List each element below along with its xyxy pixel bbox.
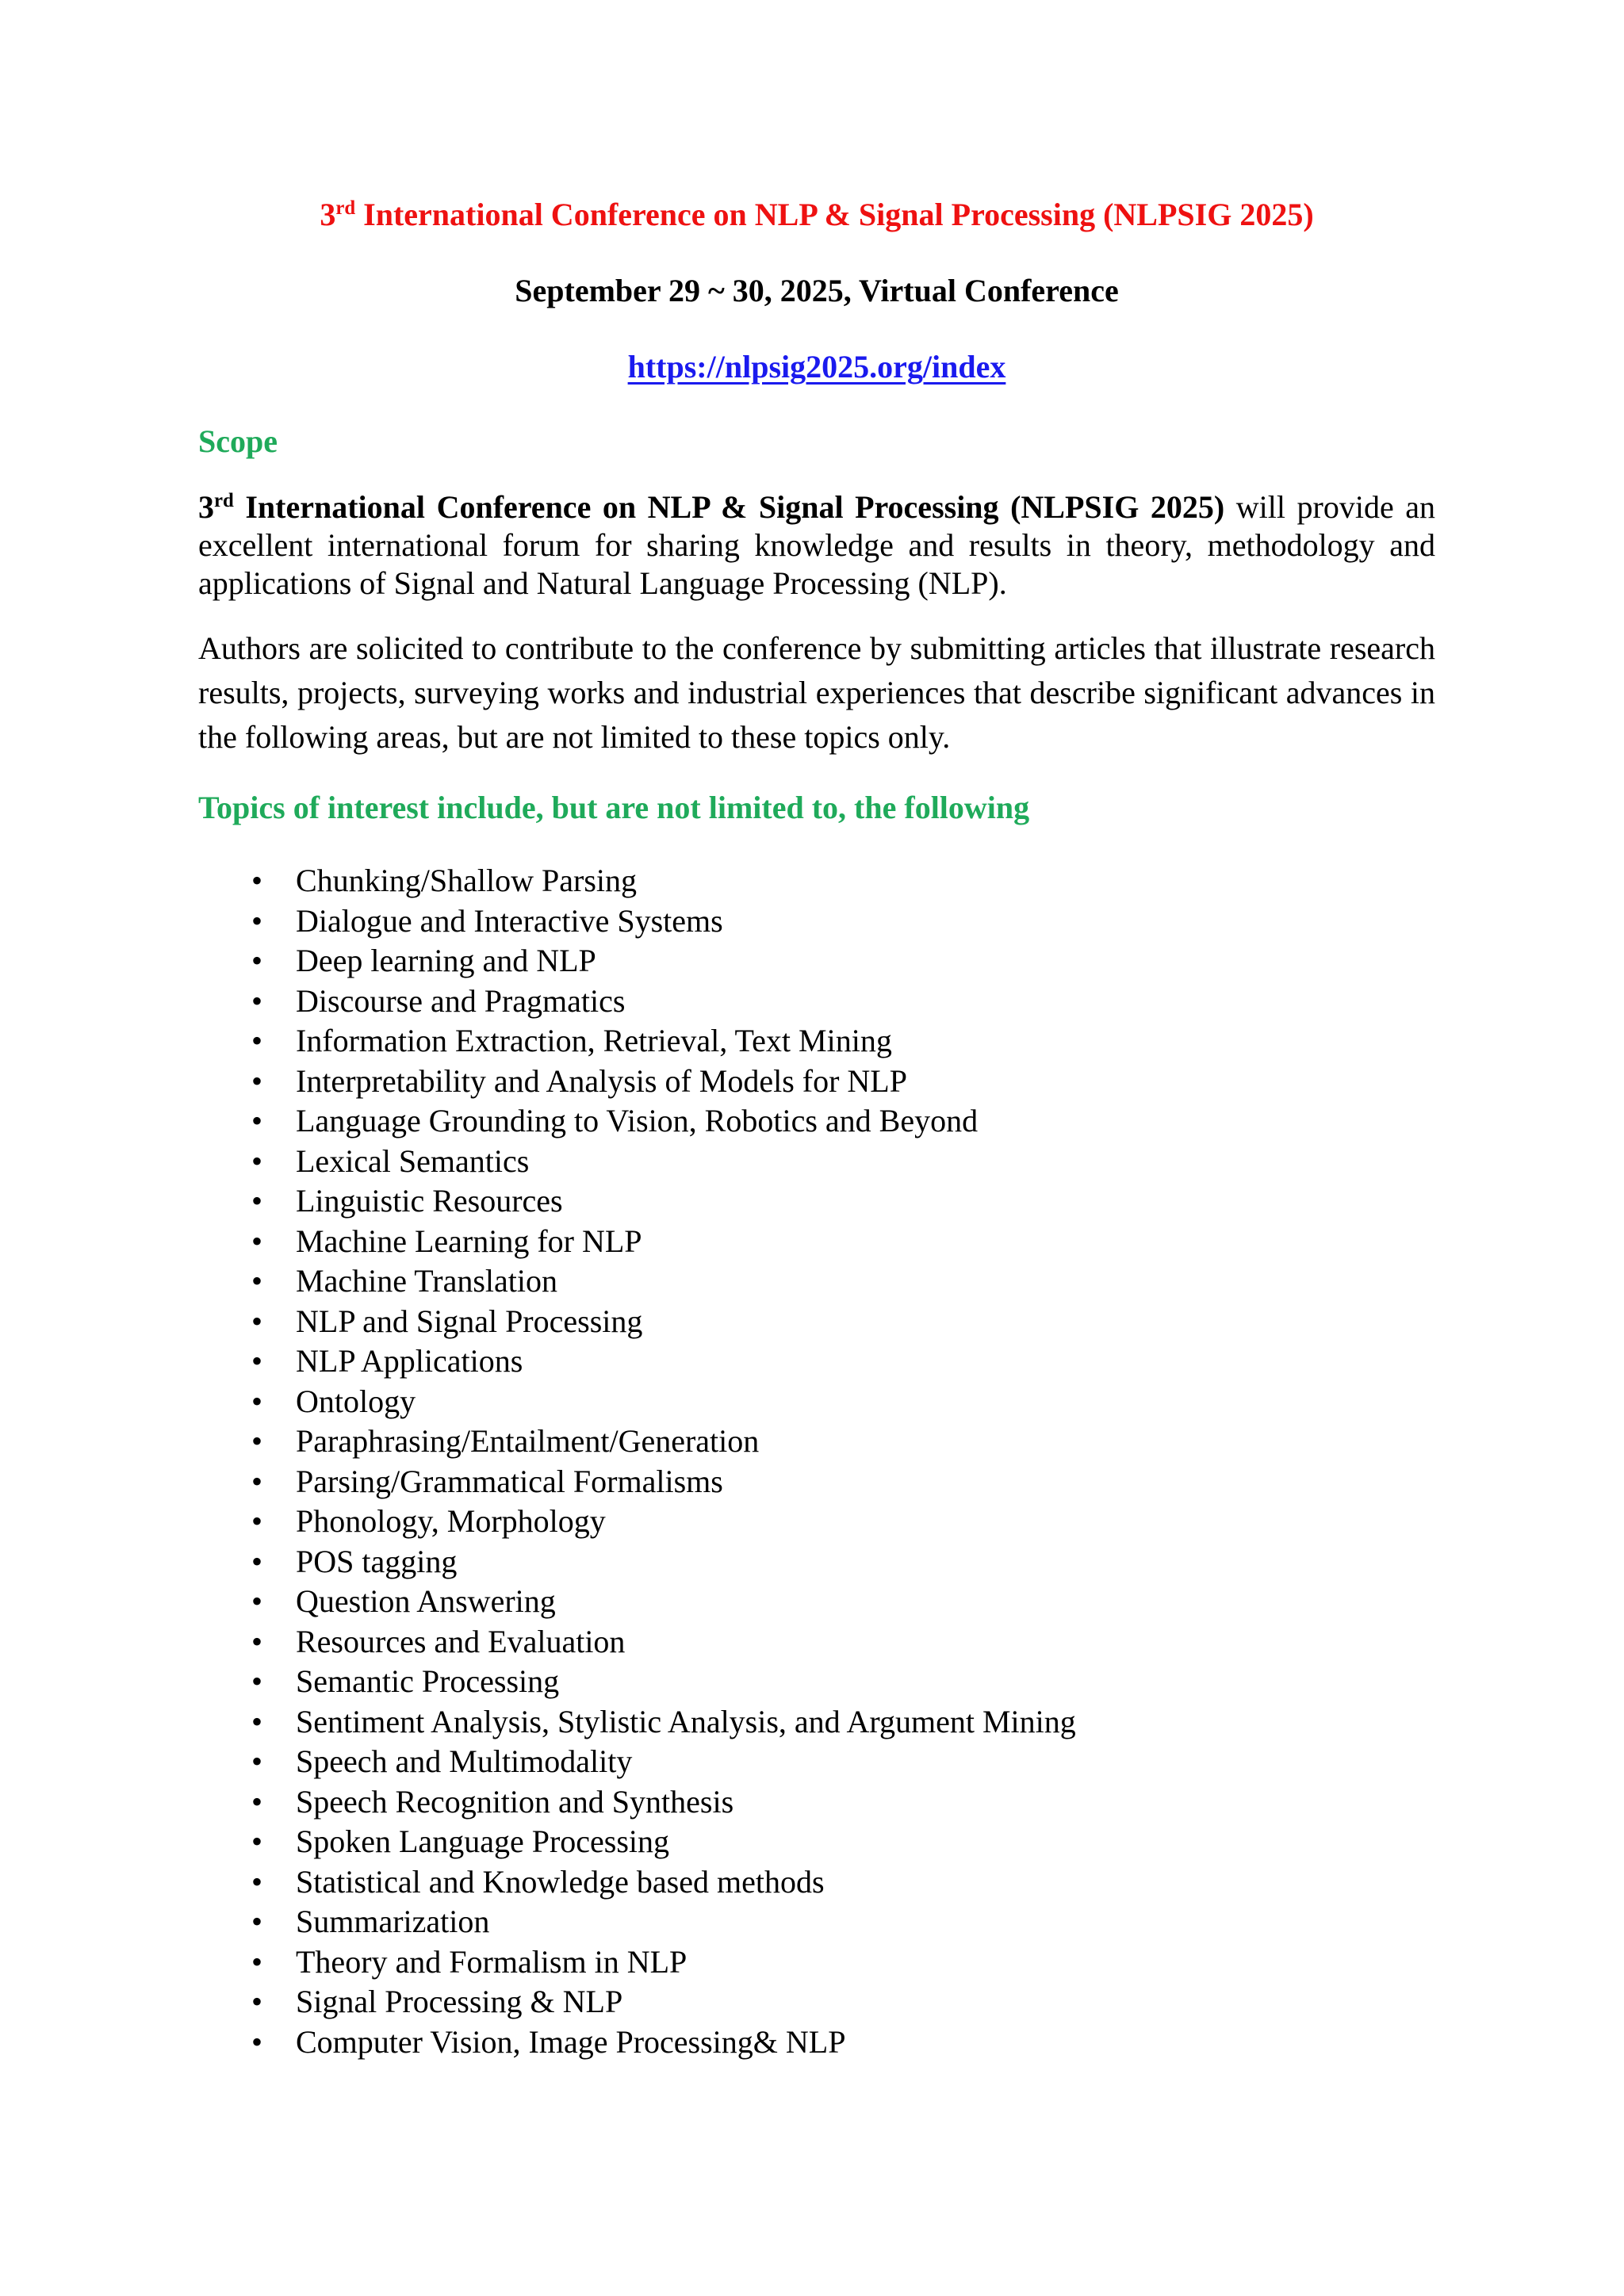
bullet-icon: • bbox=[251, 1343, 263, 1379]
bullet-icon: • bbox=[251, 902, 263, 939]
topic-label: Dialogue and Interactive Systems bbox=[296, 902, 723, 939]
topic-label: Summarization bbox=[296, 1904, 490, 1939]
topic-label: POS tagging bbox=[296, 1543, 458, 1579]
topic-item bbox=[198, 1502, 1435, 1542]
topic-item bbox=[198, 1341, 1435, 1382]
topic-label: Speech and Multimodality bbox=[296, 1743, 633, 1779]
topic-item bbox=[198, 1422, 1435, 1462]
conference-url-line bbox=[198, 339, 1435, 395]
bullet-icon: • bbox=[251, 1863, 263, 1900]
topic-item bbox=[198, 901, 1435, 942]
bullet-icon: • bbox=[251, 1383, 263, 1419]
topic-label: Semantic Processing bbox=[296, 1663, 560, 1699]
title-text: International Conference on NLP & Signal Processing (NLPSIG 2025) bbox=[355, 197, 1314, 232]
topic-label: Parsing/Grammatical Formalisms bbox=[296, 1463, 723, 1499]
topic-label: Deep learning and NLP bbox=[296, 943, 596, 978]
bullet-icon: • bbox=[251, 1904, 263, 1939]
topic-label: Sentiment Analysis, Stylistic Analysis, and Argument Mining bbox=[296, 1703, 1076, 1739]
bullet-icon: • bbox=[251, 1142, 263, 1179]
topic-label: Speech Recognition and Synthesis bbox=[296, 1783, 734, 1820]
topic-item bbox=[198, 1942, 1435, 1983]
topic-label: Machine Learning for NLP bbox=[296, 1223, 642, 1259]
conference-url-link[interactable]: https://nlpsig2025.org/index bbox=[627, 349, 1006, 385]
topic-label: Question Answering bbox=[296, 1583, 556, 1619]
topic-label: Information Extraction, Retrieval, Text Mining bbox=[296, 1023, 892, 1058]
bullet-icon: • bbox=[251, 1103, 263, 1138]
topic-item bbox=[198, 1702, 1435, 1743]
bullet-icon: • bbox=[251, 1663, 263, 1699]
bullet-icon: • bbox=[251, 1463, 263, 1499]
topic-label: Phonology, Morphology bbox=[296, 1503, 606, 1539]
topics-heading: Topics of interest include, but are not limited to, the following bbox=[198, 790, 1030, 825]
bullet-icon: • bbox=[251, 1703, 263, 1739]
topic-item bbox=[198, 1021, 1435, 1062]
bullet-icon: • bbox=[251, 1223, 263, 1259]
topic-label: Linguistic Resources bbox=[296, 1183, 563, 1219]
bullet-icon: • bbox=[251, 1743, 263, 1779]
topic-item bbox=[198, 1862, 1435, 1903]
topic-label: Computer Vision, Image Processing& NLP bbox=[296, 2023, 846, 2060]
topic-item bbox=[198, 1382, 1435, 1422]
title-ordinal: 3 bbox=[320, 197, 336, 232]
scope-bold-text: International Conference on NLP & Signal Processing (NLPSIG 2025) bbox=[233, 489, 1225, 525]
topic-item bbox=[198, 2022, 1435, 2063]
topic-item bbox=[198, 1742, 1435, 1782]
topic-label: Paraphrasing/Entailment/Generation bbox=[296, 1423, 760, 1459]
bullet-icon: • bbox=[251, 1423, 263, 1459]
topic-item bbox=[198, 1101, 1435, 1142]
bullet-icon: • bbox=[251, 1303, 263, 1339]
bullet-icon: • bbox=[251, 982, 263, 1019]
topic-label: Ontology bbox=[296, 1383, 416, 1419]
topic-item bbox=[198, 1302, 1435, 1342]
topic-label: Theory and Formalism in NLP bbox=[296, 1943, 688, 1980]
scope-paragraph-1-text: will provide an excellent international forum for sharing knowledge and results in theory, methodology and applications of Signal and Natural Language Processing (NLP). bbox=[198, 489, 1435, 601]
topic-item bbox=[198, 1062, 1435, 1102]
topic-item bbox=[198, 941, 1435, 982]
topic-label: Chunking/Shallow Parsing bbox=[296, 863, 638, 898]
topic-label: Machine Translation bbox=[296, 1263, 557, 1299]
topic-label: Language Grounding to Vision, Robotics and Beyond bbox=[296, 1103, 979, 1138]
topic-item bbox=[198, 1822, 1435, 1862]
topic-item bbox=[198, 1782, 1435, 1823]
scope-paragraph-2: Authors are solicited to contribute to the conference by submitting articles that illustrate research results, projects, surveying works and industrial experiences that describe significant advances in the following areas, but are not limited to these topics only. bbox=[198, 630, 1435, 755]
scope-ordinal: 3 bbox=[198, 489, 214, 525]
bullet-icon: • bbox=[251, 1062, 263, 1099]
title-ordinal-suffix: rd bbox=[335, 197, 356, 220]
bullet-icon: • bbox=[251, 1823, 263, 1859]
topic-item bbox=[198, 1222, 1435, 1262]
bullet-icon: • bbox=[251, 1783, 263, 1820]
topic-item bbox=[198, 1542, 1435, 1582]
document-content bbox=[198, 187, 1435, 2062]
topic-label: Signal Processing & NLP bbox=[296, 1984, 623, 2019]
bullet-icon: • bbox=[251, 1583, 263, 1619]
topic-item bbox=[198, 1462, 1435, 1502]
bullet-icon: • bbox=[251, 1023, 263, 1058]
topic-item bbox=[198, 1902, 1435, 1942]
topic-item bbox=[198, 1181, 1435, 1222]
bullet-icon: • bbox=[251, 1943, 263, 1980]
scope-ordinal-suffix: rd bbox=[214, 490, 234, 512]
topic-item bbox=[198, 1142, 1435, 1182]
topic-item bbox=[198, 861, 1435, 901]
bullet-icon: • bbox=[251, 1503, 263, 1539]
bullet-icon: • bbox=[251, 943, 263, 978]
topics-list bbox=[198, 861, 1435, 2062]
bullet-icon: • bbox=[251, 863, 263, 898]
topic-label: Discourse and Pragmatics bbox=[296, 982, 626, 1019]
bullet-icon: • bbox=[251, 2023, 263, 2060]
bullet-icon: • bbox=[251, 1543, 263, 1579]
topic-item bbox=[198, 1662, 1435, 1702]
topic-item bbox=[198, 982, 1435, 1022]
topic-label: Lexical Semantics bbox=[296, 1142, 530, 1179]
topic-label: NLP and Signal Processing bbox=[296, 1303, 643, 1339]
bullet-icon: • bbox=[251, 1623, 263, 1659]
topic-item bbox=[198, 1622, 1435, 1663]
bullet-icon: • bbox=[251, 1183, 263, 1219]
bullet-icon: • bbox=[251, 1263, 263, 1299]
scope-heading: Scope bbox=[198, 423, 278, 459]
topic-label: Interpretability and Analysis of Models for NLP bbox=[296, 1062, 907, 1099]
topic-label: NLP Applications bbox=[296, 1343, 523, 1379]
topic-item bbox=[198, 1982, 1435, 2022]
bullet-icon: • bbox=[251, 1984, 263, 2019]
topic-label: Statistical and Knowledge based methods bbox=[296, 1863, 825, 1900]
topic-label: Resources and Evaluation bbox=[296, 1623, 626, 1659]
topic-label: Spoken Language Processing bbox=[296, 1823, 670, 1859]
topic-item bbox=[198, 1261, 1435, 1302]
scope-paragraph-1 bbox=[198, 488, 1435, 603]
conference-title bbox=[198, 187, 1435, 243]
scope-bold-title bbox=[198, 489, 1224, 525]
conference-dates: September 29 ~ 30, 2025, Virtual Conference bbox=[515, 273, 1119, 308]
topic-item bbox=[198, 1582, 1435, 1622]
